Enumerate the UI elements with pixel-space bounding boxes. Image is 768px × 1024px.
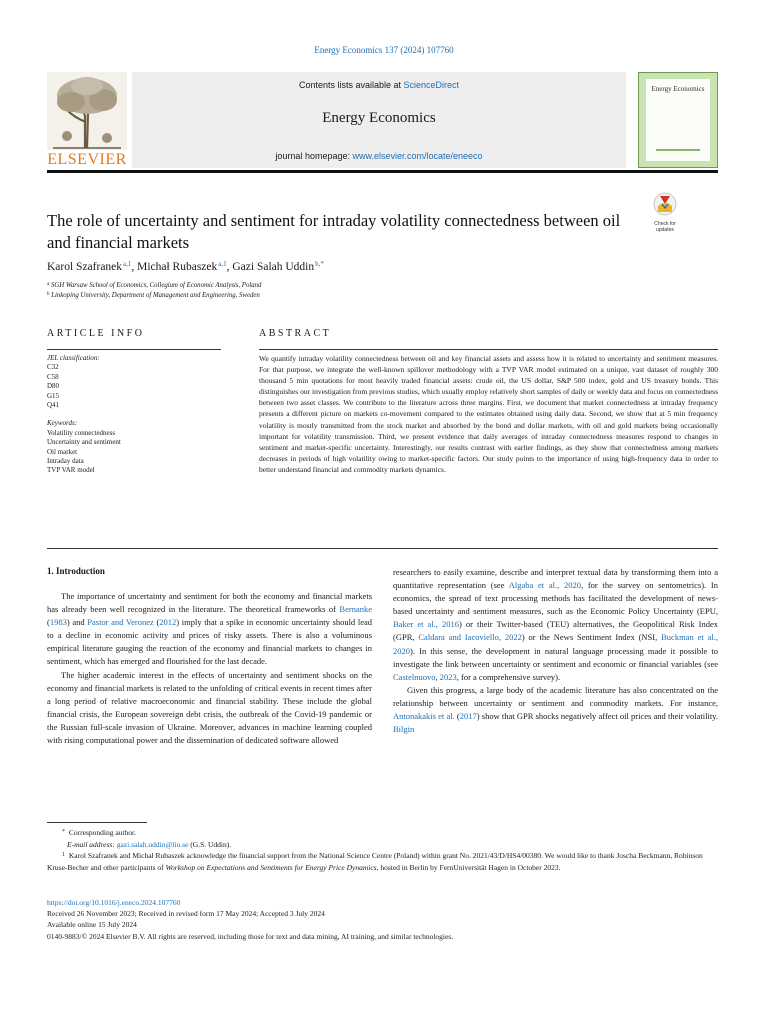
affiliation-mark: b — [47, 292, 50, 297]
citation-link[interactable]: Bernanke — [339, 604, 372, 615]
article-info-rule — [47, 349, 221, 350]
author-marks[interactable]: a,1 — [123, 260, 132, 268]
footnotes — [47, 827, 718, 873]
abstract-heading: ABSTRACT — [259, 328, 332, 339]
homepage-link[interactable]: www.elsevier.com/locate/eneeco — [352, 151, 483, 161]
keywords-label: Keywords: — [47, 419, 78, 428]
citation-link[interactable]: 2017 — [459, 711, 477, 722]
publication-info — [47, 897, 718, 942]
cover-page — [646, 79, 710, 161]
elsevier-tree-icon — [47, 72, 127, 150]
citation-link[interactable]: Antonakakis et al. — [393, 711, 455, 722]
check-for-updates-button[interactable] — [648, 192, 682, 233]
keyword: Oil market — [47, 447, 78, 456]
jel-code: C58 — [47, 372, 59, 381]
affiliation-mark: a — [47, 282, 50, 287]
footnote-email — [47, 839, 718, 851]
text-run: ( — [47, 617, 50, 628]
abstract-rule — [259, 349, 718, 350]
abstract-text: We quantify intraday volatility connectedness between oil and key financial assets and assess how it is related to uncertainty and sentiment measures. For that purpose, we integrate the well-known spillover methodology with a TVP VAR model estimated on a unique, vast dataset of roughly 300 thousand 5 min quotations for most heavily traded financial assets: crude oil, the US dollar, S&P 500 index, gold and US treasury bonds. This distinguishes our investigation from previous studies, which usually employ relatively short samples of daily or weekly data and focus on connectedness between two asset classes. We contribute to the literature across three margins. First, we document that market connectedness at intraday frequency presents a different picture on markets co-movement compared to the estimates obtained using daily data. Second, we show that at 5 min frequency volatility is mostly transmitted from the stock market and absorbed by the bond and dollar markets, with oil and gold markets being occasionally important for volatility transmission. Third, we present evidence that daily averages of intraday connectedness measures respond to changes in sentiment and market-specific uncertainty. Interestingly, our results contrast with earlier findings, as they show that connectedness among markets decreases in periods of high volatility owing to market-specific factors. Our study points to the importance of using high-frequency data in order to better understand financial and commodity markets dynamics. — [259, 354, 718, 474]
copyright: 0140-9883/© 2024 Elsevier B.V. All rights are reserved, including those for text and data mining, AI training, and similar technologies. — [47, 931, 454, 941]
workshop-name: Workshop on Expectations and Sentiments for Energy Price Dynamics — [165, 862, 377, 872]
footnote-mark: * — [62, 829, 65, 835]
text-run: ) or the News Sentiment Index (NSI, — [521, 632, 662, 643]
citation-link[interactable]: Bilgin — [393, 724, 415, 735]
jel-label: JEL classification: — [47, 354, 100, 362]
article-info-body — [47, 354, 221, 476]
elsevier-wordmark: ELSEVIER — [47, 151, 127, 168]
header-rule — [47, 170, 718, 173]
journal-header — [132, 72, 626, 168]
citation-link[interactable]: 1983 — [49, 617, 67, 628]
text-run: ) imply that a spike in economic uncertainty should lead to a decline in economic activity and prices of risky assets. There is also a voluminous empirical literature gauging the reaction of the economy and financial markets to changes in sentiment, which has emerged and flourished for the last decade. — [47, 617, 372, 667]
contents-line — [132, 80, 626, 90]
right-column — [393, 566, 718, 736]
email-suffix: (G.S. Uddin). — [188, 839, 232, 849]
footnote-text: , hosted in Berlin by FernUniversität Hagen in October 2023. — [376, 862, 561, 872]
online-date: Available online 15 July 2024 — [47, 920, 137, 930]
jel-code: C32 — [47, 363, 59, 372]
keyword: TVP VAR model — [47, 466, 95, 475]
author-list: Karol Szafranek $^{a,1}$, Michał Rubaszek $^{a,1}$, Gazi Salah Uddin $^{b,*}$ — [47, 260, 324, 273]
citation-link[interactable]: Algaba et al., 2020 — [508, 580, 581, 591]
keyword: Intraday data — [47, 457, 84, 466]
footnote-mark: 1 — [62, 852, 65, 858]
paragraph — [393, 684, 718, 736]
citation-link[interactable]: Pastor and Veronez — [87, 617, 154, 628]
affiliation — [47, 282, 261, 289]
text-run: , for the survey on sentometrics). In economics, the spread of text processing methods has facilitated the development of news-based uncertainty and sentiment measures, such as the Economic Policy Uncertainty (EPU, — [393, 580, 718, 617]
author-marks[interactable]: b,* — [315, 260, 324, 268]
text-run: ( — [153, 617, 160, 628]
text-run: ) and — [66, 617, 88, 628]
footnote-rule — [47, 822, 147, 823]
text-run: ) or their Twitter-based (TEU) alternatives, the Geopolitical Risk Index (GPR, — [393, 619, 718, 643]
keyword: Volatility connectedness — [47, 428, 116, 437]
cover-decoration — [656, 149, 700, 151]
affiliation-text: Linkoping University, Department of Management and Engineering, Sweden — [51, 292, 260, 299]
crossmark-label: Check for updates — [654, 221, 676, 233]
paragraph — [393, 566, 718, 684]
text-run: ) show that GPR shocks negatively affect oil prices and their volatility. — [476, 711, 718, 722]
journal-cover[interactable] — [638, 72, 718, 168]
author-marks[interactable]: a,1 — [218, 260, 227, 268]
cover-title: Energy Economics — [651, 85, 705, 93]
keyword: Uncertainty and sentiment — [47, 438, 121, 447]
jel-code: D80 — [47, 382, 60, 391]
article-info-heading: ARTICLE INFO — [47, 328, 145, 339]
text-run: ( — [454, 711, 460, 722]
text-run: ). In this sense, the development in natural language processing made it possible to investigate the link between uncertainty or sentiment and economic or financial variables (see — [393, 645, 718, 669]
footnote-text: Karol Szafranek and Michał Rubaszek acknowledge the financial support from the National Science Centre (Poland) within grant No. 2021/43/D/HS4/00380. We would like to thank Joscha Beckmann, Robinson Kruse-Becher and other participants of — [47, 851, 703, 872]
abstract-bottom-rule — [47, 548, 718, 549]
journal-citation[interactable]: Energy Economics 137 (2024) 107760 — [314, 45, 454, 55]
citation-link[interactable]: 2012 — [159, 617, 177, 628]
text-run: , for a comprehensive survey). — [456, 671, 561, 682]
citation-link[interactable]: 2023 — [439, 671, 457, 682]
section-heading: 1. Introduction — [47, 566, 105, 576]
affiliation-text: SGH Warsaw School of Economics, Collegium of Economic Analysis, Poland — [50, 282, 262, 289]
doi-link[interactable]: https://doi.org/10.1016/j.eneco.2024.107760 — [47, 898, 181, 907]
email-label: E-mail address: — [67, 839, 117, 849]
homepage-prefix: journal homepage: — [275, 151, 353, 161]
jel-code: G15 — [47, 391, 60, 400]
paragraph — [47, 590, 372, 669]
author-name[interactable]: Michał Rubaszek — [137, 261, 218, 273]
article-title: The role of uncertainty and sentiment for intraday volatility connectedness between oil and financial markets — [47, 211, 621, 252]
homepage-line — [132, 151, 626, 161]
citation-link[interactable]: Buckman et al., 2020 — [393, 632, 718, 656]
crossmark-icon — [653, 192, 677, 216]
text-run: The importance of uncertainty and sentiment for both the economy and financial markets has already been well recognized in the literature. The theoretical frameworks of — [47, 591, 372, 615]
text-run: Given this progress, a large body of the academic literature has also concentrated on the relationship between uncertainty or sentiment and commodity markets. For instance, — [393, 684, 718, 708]
text-run: , — [435, 671, 440, 682]
author-name[interactable]: Gazi Salah Uddin — [232, 261, 315, 273]
author-name[interactable]: Karol Szafranek — [47, 261, 123, 273]
text-run: researchers to easily examine, describe and interpret textual data by transforming them into a quantitative representation (see — [393, 567, 718, 591]
contents-prefix: Contents lists available at — [298, 80, 404, 90]
footnote-corresponding — [47, 827, 718, 839]
citation-link[interactable]: Caldara and Iacoviello, 2022 — [418, 632, 522, 643]
email-link[interactable]: gazi.salah.uddin@liu.se — [116, 839, 189, 849]
footnote-1 — [47, 850, 718, 873]
citation-link[interactable]: Castelnuovo — [393, 671, 436, 682]
journal-name: Energy Economics — [322, 110, 436, 126]
affiliation — [47, 292, 260, 299]
sciencedirect-link[interactable]: ScienceDirect — [403, 80, 460, 90]
elsevier-logo — [47, 72, 127, 167]
left-column — [47, 590, 372, 747]
footnote-text: Corresponding author. — [68, 828, 136, 837]
citation-link[interactable]: Baker et al., 2016 — [393, 619, 459, 630]
jel-code: Q41 — [47, 401, 60, 410]
paragraph: The higher academic interest in the effects of uncertainty and sentiment shocks on the economy and financial markets is related to the unfolding of critical events in recent times after a long period of relative macroeconomic and financial stability. These include the global financial crisis, the European sovereign debt crisis, the outbreak of the Covid-19 pandemic or the Russian full-scale invasion of Ukraine. Moreover, advances in machine learning coupled with rising computational power and the dissemination of dedicated software allowed — [47, 669, 372, 746]
received-dates: Received 26 November 2023; Received in revised form 17 May 2024; Accepted 3 July 2024 — [47, 909, 325, 919]
